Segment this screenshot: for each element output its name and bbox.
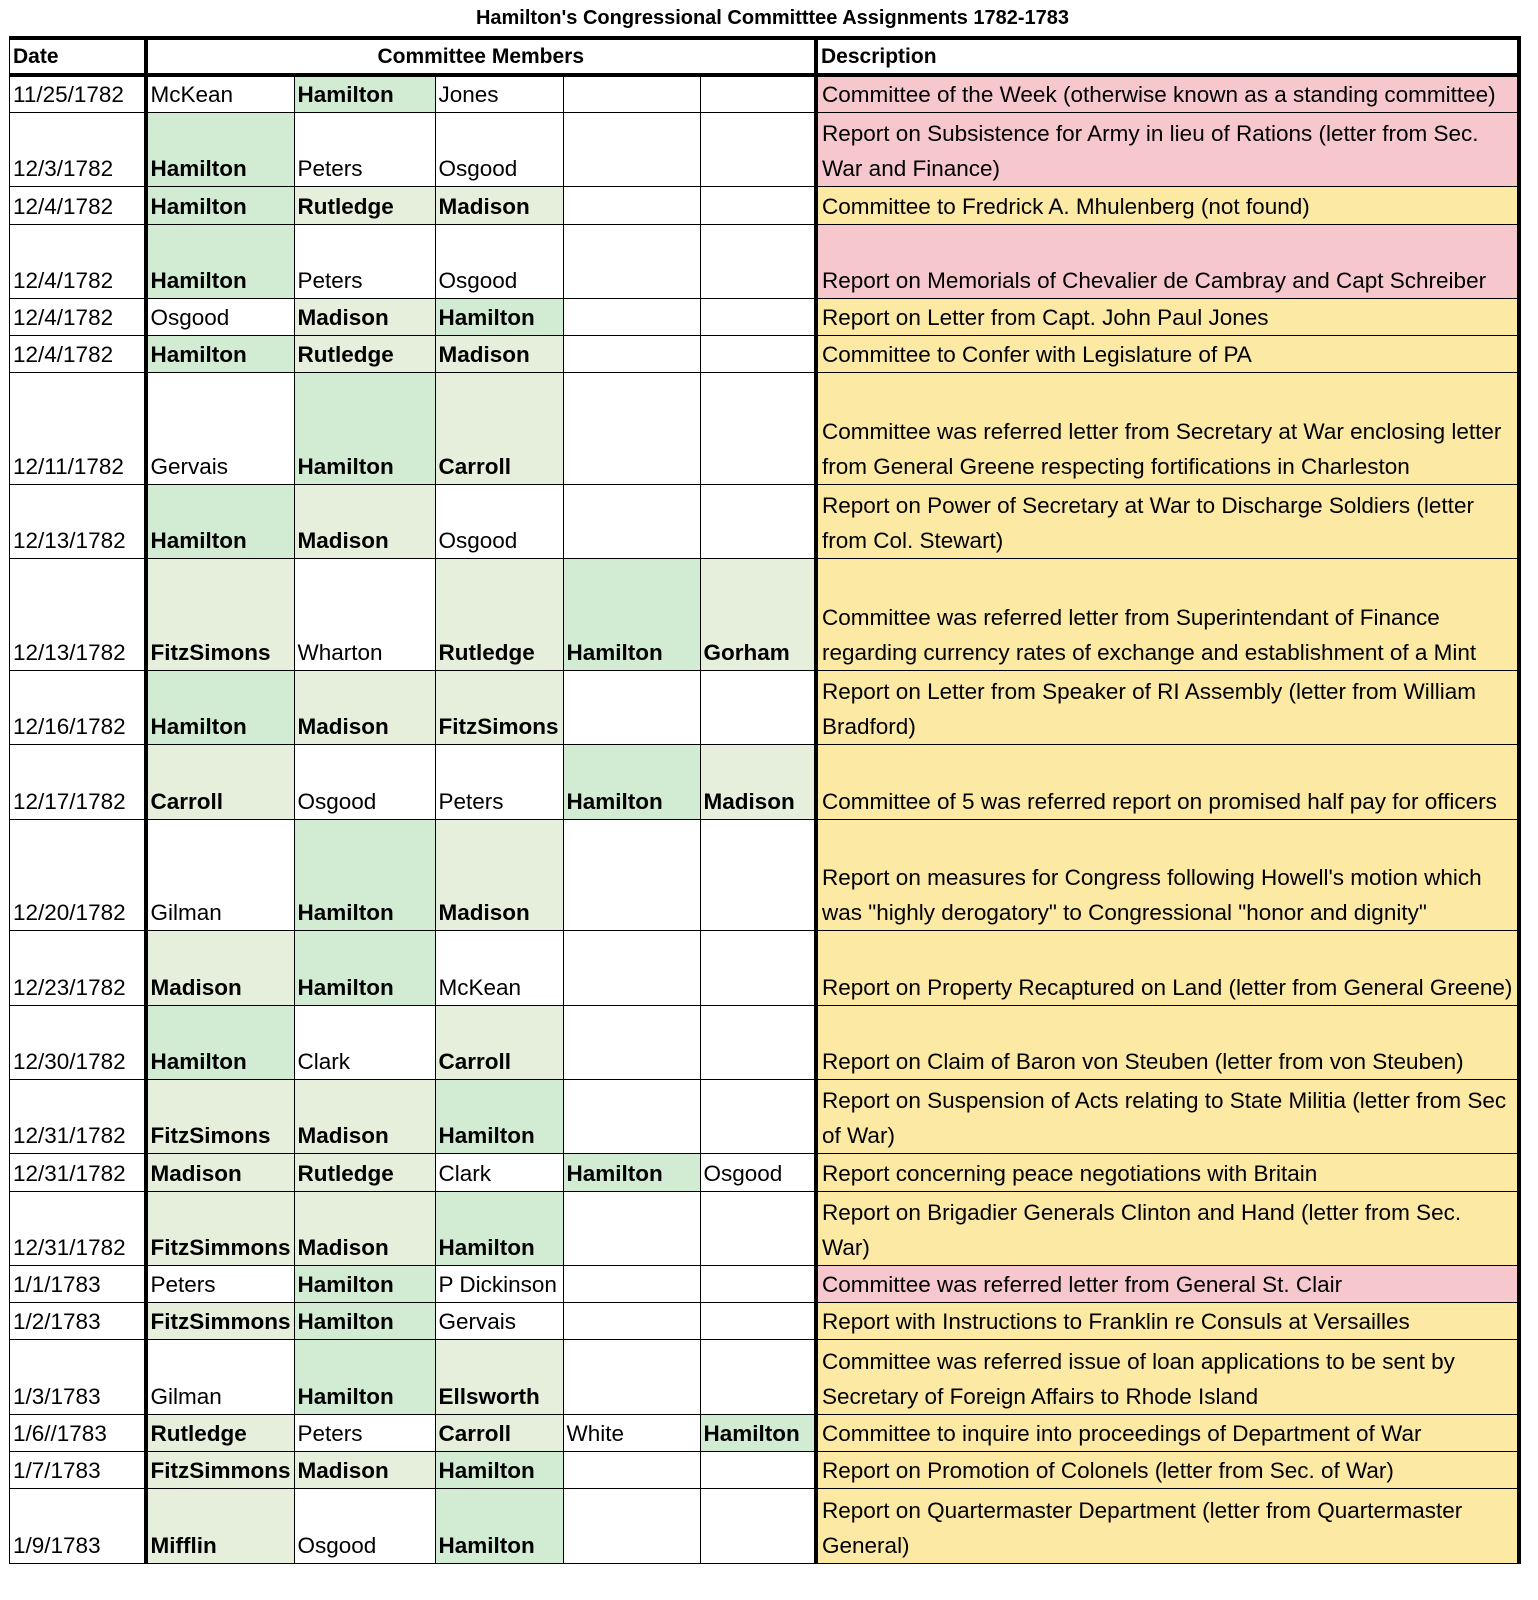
table-row: [10, 1414, 1520, 1451]
date-cell[interactable]: 12/16/1782: [10, 670, 146, 744]
description-cell[interactable]: Committee was referred issue of loan applications to be sent by Secretary of Foreign Affairs to Rhode Island: [816, 1340, 1519, 1414]
member-cell[interactable]: Gilman: [146, 1340, 295, 1414]
member-cell[interactable]: Jones: [435, 75, 563, 113]
member-cell[interactable]: Hamilton: [146, 336, 295, 373]
member-cell[interactable]: [563, 336, 700, 373]
date-cell[interactable]: 1/2/1783: [10, 1303, 146, 1340]
member-cell[interactable]: Osgood: [146, 298, 295, 335]
member-cell[interactable]: [563, 1303, 700, 1340]
member-cell[interactable]: Rutledge: [435, 559, 563, 671]
description-cell[interactable]: Report on Property Recaptured on Land (letter from General Greene): [816, 931, 1519, 1005]
member-cell[interactable]: Hamilton: [563, 559, 700, 671]
committee-table: [9, 36, 1521, 1564]
member-cell[interactable]: [563, 373, 700, 485]
member-cell[interactable]: Osgood: [294, 1489, 435, 1563]
table-row: [10, 298, 1520, 335]
description-cell[interactable]: Report on Promotion of Colonels (letter from Sec. of War): [816, 1452, 1519, 1489]
member-cell[interactable]: Clark: [294, 1005, 435, 1079]
member-cell[interactable]: Hamilton: [435, 1489, 563, 1563]
member-cell[interactable]: Rutledge: [294, 1154, 435, 1191]
date-cell[interactable]: 12/17/1782: [10, 745, 146, 819]
description-cell[interactable]: Report on Claim of Baron von Steuben (letter from von Steuben): [816, 1005, 1519, 1079]
member-cell[interactable]: Hamilton: [435, 298, 563, 335]
member-cell[interactable]: [700, 484, 816, 558]
member-cell[interactable]: [700, 1005, 816, 1079]
member-cell[interactable]: P Dickinson: [435, 1266, 563, 1303]
description-cell[interactable]: Committee was referred letter from General St. Clair: [816, 1266, 1519, 1303]
description-cell[interactable]: Report on Brigadier Generals Clinton and Hand (letter from Sec. War): [816, 1191, 1519, 1265]
date-cell[interactable]: 12/31/1782: [10, 1154, 146, 1191]
table-row: [10, 113, 1520, 187]
date-cell[interactable]: 1/9/1783: [10, 1489, 146, 1563]
date-cell[interactable]: 12/23/1782: [10, 931, 146, 1005]
member-cell[interactable]: [563, 931, 700, 1005]
description-cell[interactable]: Report on Power of Secretary at War to Discharge Soldiers (letter from Col. Stewart): [816, 484, 1519, 558]
member-cell[interactable]: Osgood: [294, 745, 435, 819]
member-cell[interactable]: Hamilton: [294, 373, 435, 485]
member-cell[interactable]: [700, 187, 816, 224]
member-cell[interactable]: Hamilton: [294, 1303, 435, 1340]
member-cell[interactable]: [563, 670, 700, 744]
member-cell[interactable]: Peters: [294, 113, 435, 187]
table-row: [10, 1266, 1520, 1303]
member-cell[interactable]: [700, 670, 816, 744]
member-cell[interactable]: Madison: [294, 484, 435, 558]
date-cell[interactable]: 11/25/1782: [10, 75, 146, 113]
member-cell[interactable]: Hamilton: [294, 931, 435, 1005]
member-cell[interactable]: [700, 75, 816, 113]
member-cell[interactable]: Hamilton: [563, 1154, 700, 1191]
description-cell[interactable]: Committee of 5 was referred report on promised half pay for officers: [816, 745, 1519, 819]
table-row: [10, 670, 1520, 744]
member-cell[interactable]: [700, 1303, 816, 1340]
member-cell[interactable]: [563, 298, 700, 335]
member-cell[interactable]: Hamilton: [294, 1266, 435, 1303]
member-cell[interactable]: [563, 1005, 700, 1079]
member-cell[interactable]: Hamilton: [146, 113, 295, 187]
description-cell[interactable]: Report with Instructions to Franklin re Consuls at Versailles: [816, 1303, 1519, 1340]
member-cell[interactable]: [563, 113, 700, 187]
member-cell[interactable]: Hamilton: [435, 1080, 563, 1154]
member-cell[interactable]: Madison: [435, 819, 563, 931]
date-cell[interactable]: 12/31/1782: [10, 1191, 146, 1265]
member-cell[interactable]: Gilman: [146, 819, 295, 931]
member-cell[interactable]: Hamilton: [146, 670, 295, 744]
description-cell[interactable]: Report on Letter from Speaker of RI Assembly (letter from William Bradford): [816, 670, 1519, 744]
description-cell[interactable]: Report on Subsistence for Army in lieu of Rations (letter from Sec. War and Finance): [816, 113, 1519, 187]
description-cell[interactable]: Committee was referred letter from Superintendant of Finance regarding currency rates of exchange and establishment of a Mint: [816, 559, 1519, 671]
member-cell[interactable]: McKean: [146, 75, 295, 113]
member-cell[interactable]: FitzSimons: [146, 1080, 295, 1154]
member-cell[interactable]: [563, 1340, 700, 1414]
member-cell[interactable]: FitzSimons: [435, 670, 563, 744]
date-cell[interactable]: 12/13/1782: [10, 484, 146, 558]
member-cell[interactable]: Madison: [294, 1191, 435, 1265]
member-cell[interactable]: Hamilton: [700, 1414, 816, 1451]
date-cell[interactable]: 12/20/1782: [10, 819, 146, 931]
member-cell[interactable]: Osgood: [700, 1154, 816, 1191]
date-cell[interactable]: 12/4/1782: [10, 336, 146, 373]
date-cell[interactable]: 12/4/1782: [10, 224, 146, 298]
table-row: [10, 1452, 1520, 1489]
member-cell[interactable]: Wharton: [294, 559, 435, 671]
date-cell[interactable]: 1/7/1783: [10, 1452, 146, 1489]
table-row: [10, 1340, 1520, 1414]
description-cell[interactable]: Committee to inquire into proceedings of Department of War: [816, 1414, 1519, 1451]
member-cell[interactable]: [700, 1452, 816, 1489]
member-cell[interactable]: [700, 336, 816, 373]
member-cell[interactable]: Rutledge: [146, 1414, 295, 1451]
date-cell[interactable]: 12/3/1782: [10, 113, 146, 187]
member-cell[interactable]: Osgood: [435, 224, 563, 298]
header-row: [10, 38, 1520, 75]
table-row: [10, 819, 1520, 931]
member-cell[interactable]: Ellsworth: [435, 1340, 563, 1414]
member-cell[interactable]: Madison: [294, 670, 435, 744]
table-row: [10, 224, 1520, 298]
member-cell[interactable]: [700, 1080, 816, 1154]
description-cell[interactable]: Report on Letter from Capt. John Paul Jones: [816, 298, 1519, 335]
member-cell[interactable]: McKean: [435, 931, 563, 1005]
date-cell[interactable]: 1/6//1783: [10, 1414, 146, 1451]
member-cell[interactable]: Peters: [294, 224, 435, 298]
table-row: [10, 187, 1520, 224]
member-cell[interactable]: [700, 298, 816, 335]
member-cell[interactable]: Carroll: [435, 1414, 563, 1451]
member-cell[interactable]: [563, 1080, 700, 1154]
member-cell[interactable]: Hamilton: [294, 75, 435, 113]
table-row: [10, 1191, 1520, 1265]
member-cell[interactable]: Hamilton: [146, 1005, 295, 1079]
description-cell[interactable]: Committee was referred letter from Secretary at War enclosing letter from General Greene respecting fortifications in Charleston: [816, 373, 1519, 485]
member-cell[interactable]: Peters: [435, 745, 563, 819]
member-cell[interactable]: Peters: [294, 1414, 435, 1451]
date-cell[interactable]: 1/1/1783: [10, 1266, 146, 1303]
member-cell[interactable]: [563, 187, 700, 224]
member-cell[interactable]: [563, 819, 700, 931]
description-cell[interactable]: Committee to Confer with Legislature of PA: [816, 336, 1519, 373]
member-cell[interactable]: Madison: [294, 298, 435, 335]
date-cell[interactable]: 12/4/1782: [10, 298, 146, 335]
member-cell[interactable]: FitzSimmons: [146, 1303, 295, 1340]
member-cell[interactable]: [700, 1191, 816, 1265]
member-cell[interactable]: Hamilton: [435, 1191, 563, 1265]
member-cell[interactable]: Gervais: [435, 1303, 563, 1340]
member-cell[interactable]: Madison: [146, 931, 295, 1005]
member-cell[interactable]: Gervais: [146, 373, 295, 485]
member-cell[interactable]: [700, 1489, 816, 1563]
member-cell[interactable]: Carroll: [435, 373, 563, 485]
table-row: [10, 559, 1520, 671]
member-cell[interactable]: Carroll: [146, 745, 295, 819]
member-cell[interactable]: Madison: [435, 187, 563, 224]
member-cell[interactable]: FitzSimmons: [146, 1191, 295, 1265]
date-cell[interactable]: 12/30/1782: [10, 1005, 146, 1079]
date-cell[interactable]: 1/3/1783: [10, 1340, 146, 1414]
sheet-title: Hamilton's Congressional Committtee Assignments 1782-1783: [475, 7, 1070, 29]
member-cell[interactable]: [700, 1266, 816, 1303]
member-cell[interactable]: Madison: [146, 1154, 295, 1191]
member-cell[interactable]: [563, 75, 700, 113]
member-cell[interactable]: [563, 224, 700, 298]
table-row: [10, 1489, 1520, 1563]
table-row: [10, 336, 1520, 373]
column-header-description[interactable]: Description: [816, 38, 1519, 75]
description-cell[interactable]: Committee of the Week (otherwise known as a standing committee): [816, 75, 1519, 113]
description-cell[interactable]: Report on Suspension of Acts relating to State Militia (letter from Sec of War): [816, 1080, 1519, 1154]
member-cell[interactable]: Hamilton: [146, 187, 295, 224]
member-cell[interactable]: FitzSimmons: [146, 1452, 295, 1489]
table-row: [10, 1080, 1520, 1154]
column-header-members[interactable]: Committee Members: [146, 38, 817, 75]
member-cell[interactable]: Osgood: [435, 113, 563, 187]
member-cell[interactable]: Madison: [435, 336, 563, 373]
member-cell[interactable]: Hamilton: [563, 745, 700, 819]
member-cell[interactable]: [700, 1340, 816, 1414]
member-cell[interactable]: Gorham: [700, 559, 816, 671]
member-cell[interactable]: Rutledge: [294, 336, 435, 373]
member-cell[interactable]: Mifflin: [146, 1489, 295, 1563]
member-cell[interactable]: [563, 1489, 700, 1563]
date-cell[interactable]: 12/4/1782: [10, 187, 146, 224]
description-cell[interactable]: Report on Memorials of Chevalier de Cambray and Capt Schreiber: [816, 224, 1519, 298]
member-cell[interactable]: Madison: [294, 1080, 435, 1154]
description-cell[interactable]: Committee to Fredrick A. Mhulenberg (not found): [816, 187, 1519, 224]
member-cell[interactable]: [700, 373, 816, 485]
member-cell[interactable]: Hamilton: [294, 819, 435, 931]
date-cell[interactable]: 12/11/1782: [10, 373, 146, 485]
column-header-date[interactable]: Date: [10, 38, 146, 75]
date-cell[interactable]: 12/13/1782: [10, 559, 146, 671]
member-cell[interactable]: FitzSimons: [146, 559, 295, 671]
description-cell[interactable]: Report on measures for Congress following Howell's motion which was "highly derogatory" to Congressional "honor and dignity": [816, 819, 1519, 931]
description-cell[interactable]: Report on Quartermaster Department (letter from Quartermaster General): [816, 1489, 1519, 1563]
description-cell[interactable]: Report concerning peace negotiations with Britain: [816, 1154, 1519, 1191]
member-cell[interactable]: [700, 819, 816, 931]
table-row: [10, 1303, 1520, 1340]
member-cell[interactable]: Carroll: [435, 1005, 563, 1079]
table-row: [10, 484, 1520, 558]
member-cell[interactable]: Clark: [435, 1154, 563, 1191]
member-cell[interactable]: Hamilton: [146, 224, 295, 298]
member-cell[interactable]: Madison: [700, 745, 816, 819]
table-row: [10, 745, 1520, 819]
table-row: [10, 1005, 1520, 1079]
member-cell[interactable]: Osgood: [435, 484, 563, 558]
member-cell[interactable]: Hamilton: [435, 1452, 563, 1489]
member-cell[interactable]: Hamilton: [294, 1340, 435, 1414]
member-cell[interactable]: [700, 931, 816, 1005]
table-row: [10, 75, 1520, 113]
member-cell[interactable]: [563, 1191, 700, 1265]
member-cell[interactable]: [563, 1266, 700, 1303]
member-cell[interactable]: [700, 224, 816, 298]
member-cell[interactable]: White: [563, 1414, 700, 1451]
member-cell[interactable]: [563, 484, 700, 558]
table-row: [10, 931, 1520, 1005]
member-cell[interactable]: Hamilton: [146, 484, 295, 558]
member-cell[interactable]: Madison: [294, 1452, 435, 1489]
date-cell[interactable]: 12/31/1782: [10, 1080, 146, 1154]
table-row: [10, 1154, 1520, 1191]
member-cell[interactable]: Rutledge: [294, 187, 435, 224]
member-cell[interactable]: Peters: [146, 1266, 295, 1303]
member-cell[interactable]: [563, 1452, 700, 1489]
member-cell[interactable]: [700, 113, 816, 187]
table-row: [10, 373, 1520, 485]
